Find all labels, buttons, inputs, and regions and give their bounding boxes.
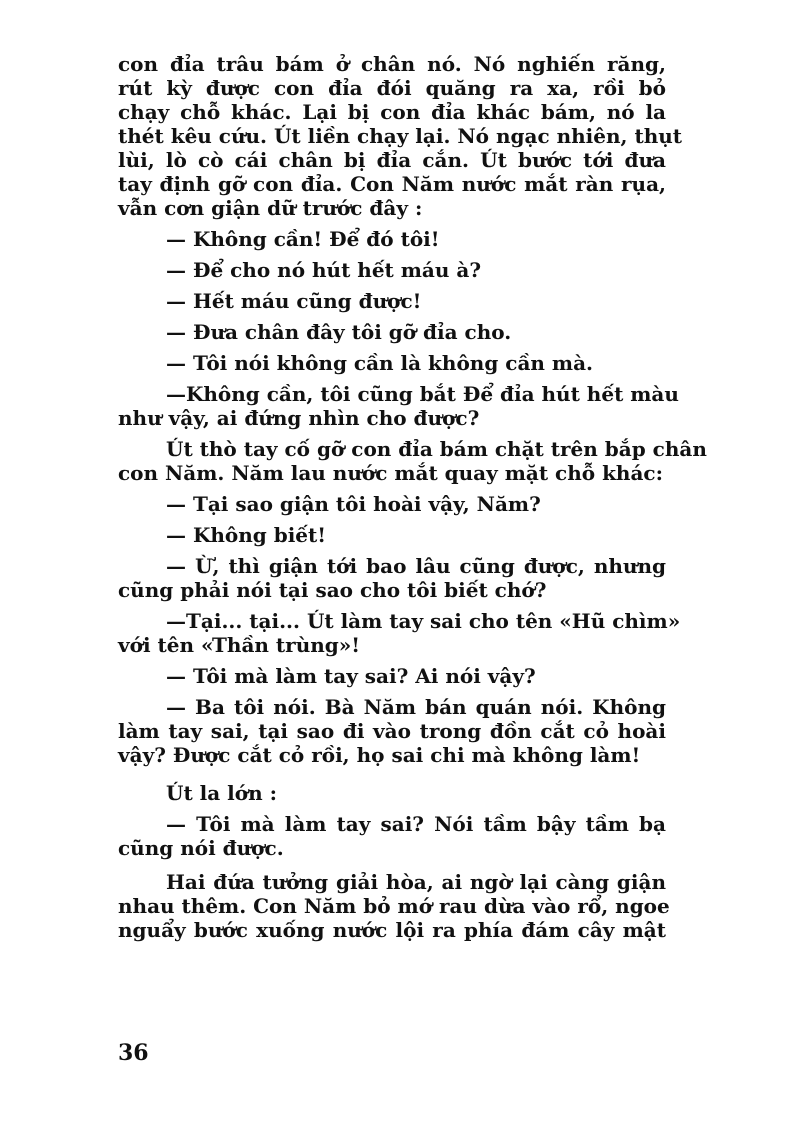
text-line: Út la lớn : bbox=[166, 781, 277, 805]
dialogue-paragraph bbox=[118, 351, 666, 375]
text-line: — Tại sao giận tôi hoài vậy, Năm? bbox=[166, 492, 541, 516]
text-line: nguẩy bước xuống nước lội ra phía đám cây mật bbox=[118, 918, 666, 942]
text-line: như vậy, ai đứng nhìn cho được? bbox=[118, 406, 480, 430]
dialogue-paragraph bbox=[118, 382, 679, 430]
narrative-paragraph bbox=[118, 781, 666, 805]
dialogue-paragraph bbox=[118, 554, 666, 602]
dialogue-paragraph bbox=[118, 812, 666, 860]
text-line: với tên «Thần trùng»! bbox=[118, 633, 361, 657]
text-line: con đỉa trâu bám ở chân nó. Nó nghiến răng, bbox=[118, 52, 666, 76]
dialogue-paragraph bbox=[118, 523, 666, 547]
dialogue-paragraph bbox=[118, 320, 666, 344]
page-number: 36 bbox=[118, 1040, 149, 1066]
text-line: Hai đứa tưởng giải hòa, ai ngờ lại càng giận bbox=[166, 870, 666, 894]
text-line: —Tại... tại... Út làm tay sai cho tên «Hũ chìm» bbox=[166, 609, 681, 633]
text-line: — Không cần! Để đó tôi! bbox=[166, 227, 440, 251]
text-line: nhau thêm. Con Năm bỏ mớ rau dừa vào rổ, ngoe bbox=[118, 894, 670, 918]
text-line: cũng phải nói tại sao cho tôi biết chớ? bbox=[118, 578, 547, 602]
dialogue-paragraph bbox=[118, 609, 681, 657]
dialogue-paragraph bbox=[118, 258, 666, 282]
text-line: — Ba tôi nói. Bà Năm bán quán nói. Không bbox=[166, 695, 666, 719]
text-line: chạy chỗ khác. Lại bị con đỉa khác bám, nó la bbox=[118, 100, 666, 124]
dialogue-paragraph bbox=[118, 289, 666, 313]
text-line: — Tôi mà làm tay sai? Nói tầm bậy tầm bạ bbox=[166, 812, 666, 836]
paragraph bbox=[118, 52, 683, 220]
text-line: làm tay sai, tại sao đi vào trong đồn cắt cỏ hoài bbox=[118, 719, 666, 743]
text-line: — Hết máu cũng được! bbox=[166, 289, 422, 313]
text-line: — Ừ, thì giận tới bao lâu cũng được, nhưng bbox=[166, 554, 666, 578]
text-line: — Tôi mà làm tay sai? Ai nói vậy? bbox=[166, 664, 536, 688]
text-line: thét kêu cứu. Út liền chạy lại. Nó ngạc nhiên, thụt bbox=[118, 124, 683, 148]
text-line: vẫn cơn giận dữ trước đây : bbox=[118, 196, 423, 220]
text-line: con Năm. Năm lau nước mắt quay mặt chỗ khác: bbox=[118, 461, 663, 485]
dialogue-paragraph bbox=[118, 695, 666, 767]
body-text bbox=[118, 52, 707, 942]
text-line: Út thò tay cố gỡ con đỉa bám chặt trên bắp chân bbox=[166, 437, 707, 461]
narrative-paragraph bbox=[118, 437, 707, 485]
text-line: vậy? Được cắt cỏ rồi, họ sai chi mà không làm! bbox=[118, 743, 641, 767]
dialogue-paragraph bbox=[118, 664, 666, 688]
text-line: — Không biết! bbox=[166, 523, 327, 547]
text-line: — Để cho nó hút hết máu à? bbox=[166, 258, 482, 282]
text-line: cũng nói được. bbox=[118, 836, 284, 860]
text-line: —Không cần, tôi cũng bắt Để đỉa hút hết màu bbox=[166, 382, 679, 406]
dialogue-paragraph bbox=[118, 227, 666, 251]
dialogue-paragraph bbox=[118, 492, 666, 516]
text-line: — Tôi nói không cần là không cần mà. bbox=[166, 351, 594, 375]
text-line: rút kỳ được con đỉa đói quăng ra xa, rồi bỏ bbox=[118, 76, 666, 100]
text-line: lùi, lò cò cái chân bị đỉa cắn. Út bước tới đưa bbox=[118, 148, 666, 172]
narrative-paragraph bbox=[118, 870, 670, 942]
text-line: — Đưa chân đây tôi gỡ đỉa cho. bbox=[166, 320, 512, 344]
text-line: tay định gỡ con đỉa. Con Năm nước mắt ràn rụa, bbox=[118, 172, 666, 196]
